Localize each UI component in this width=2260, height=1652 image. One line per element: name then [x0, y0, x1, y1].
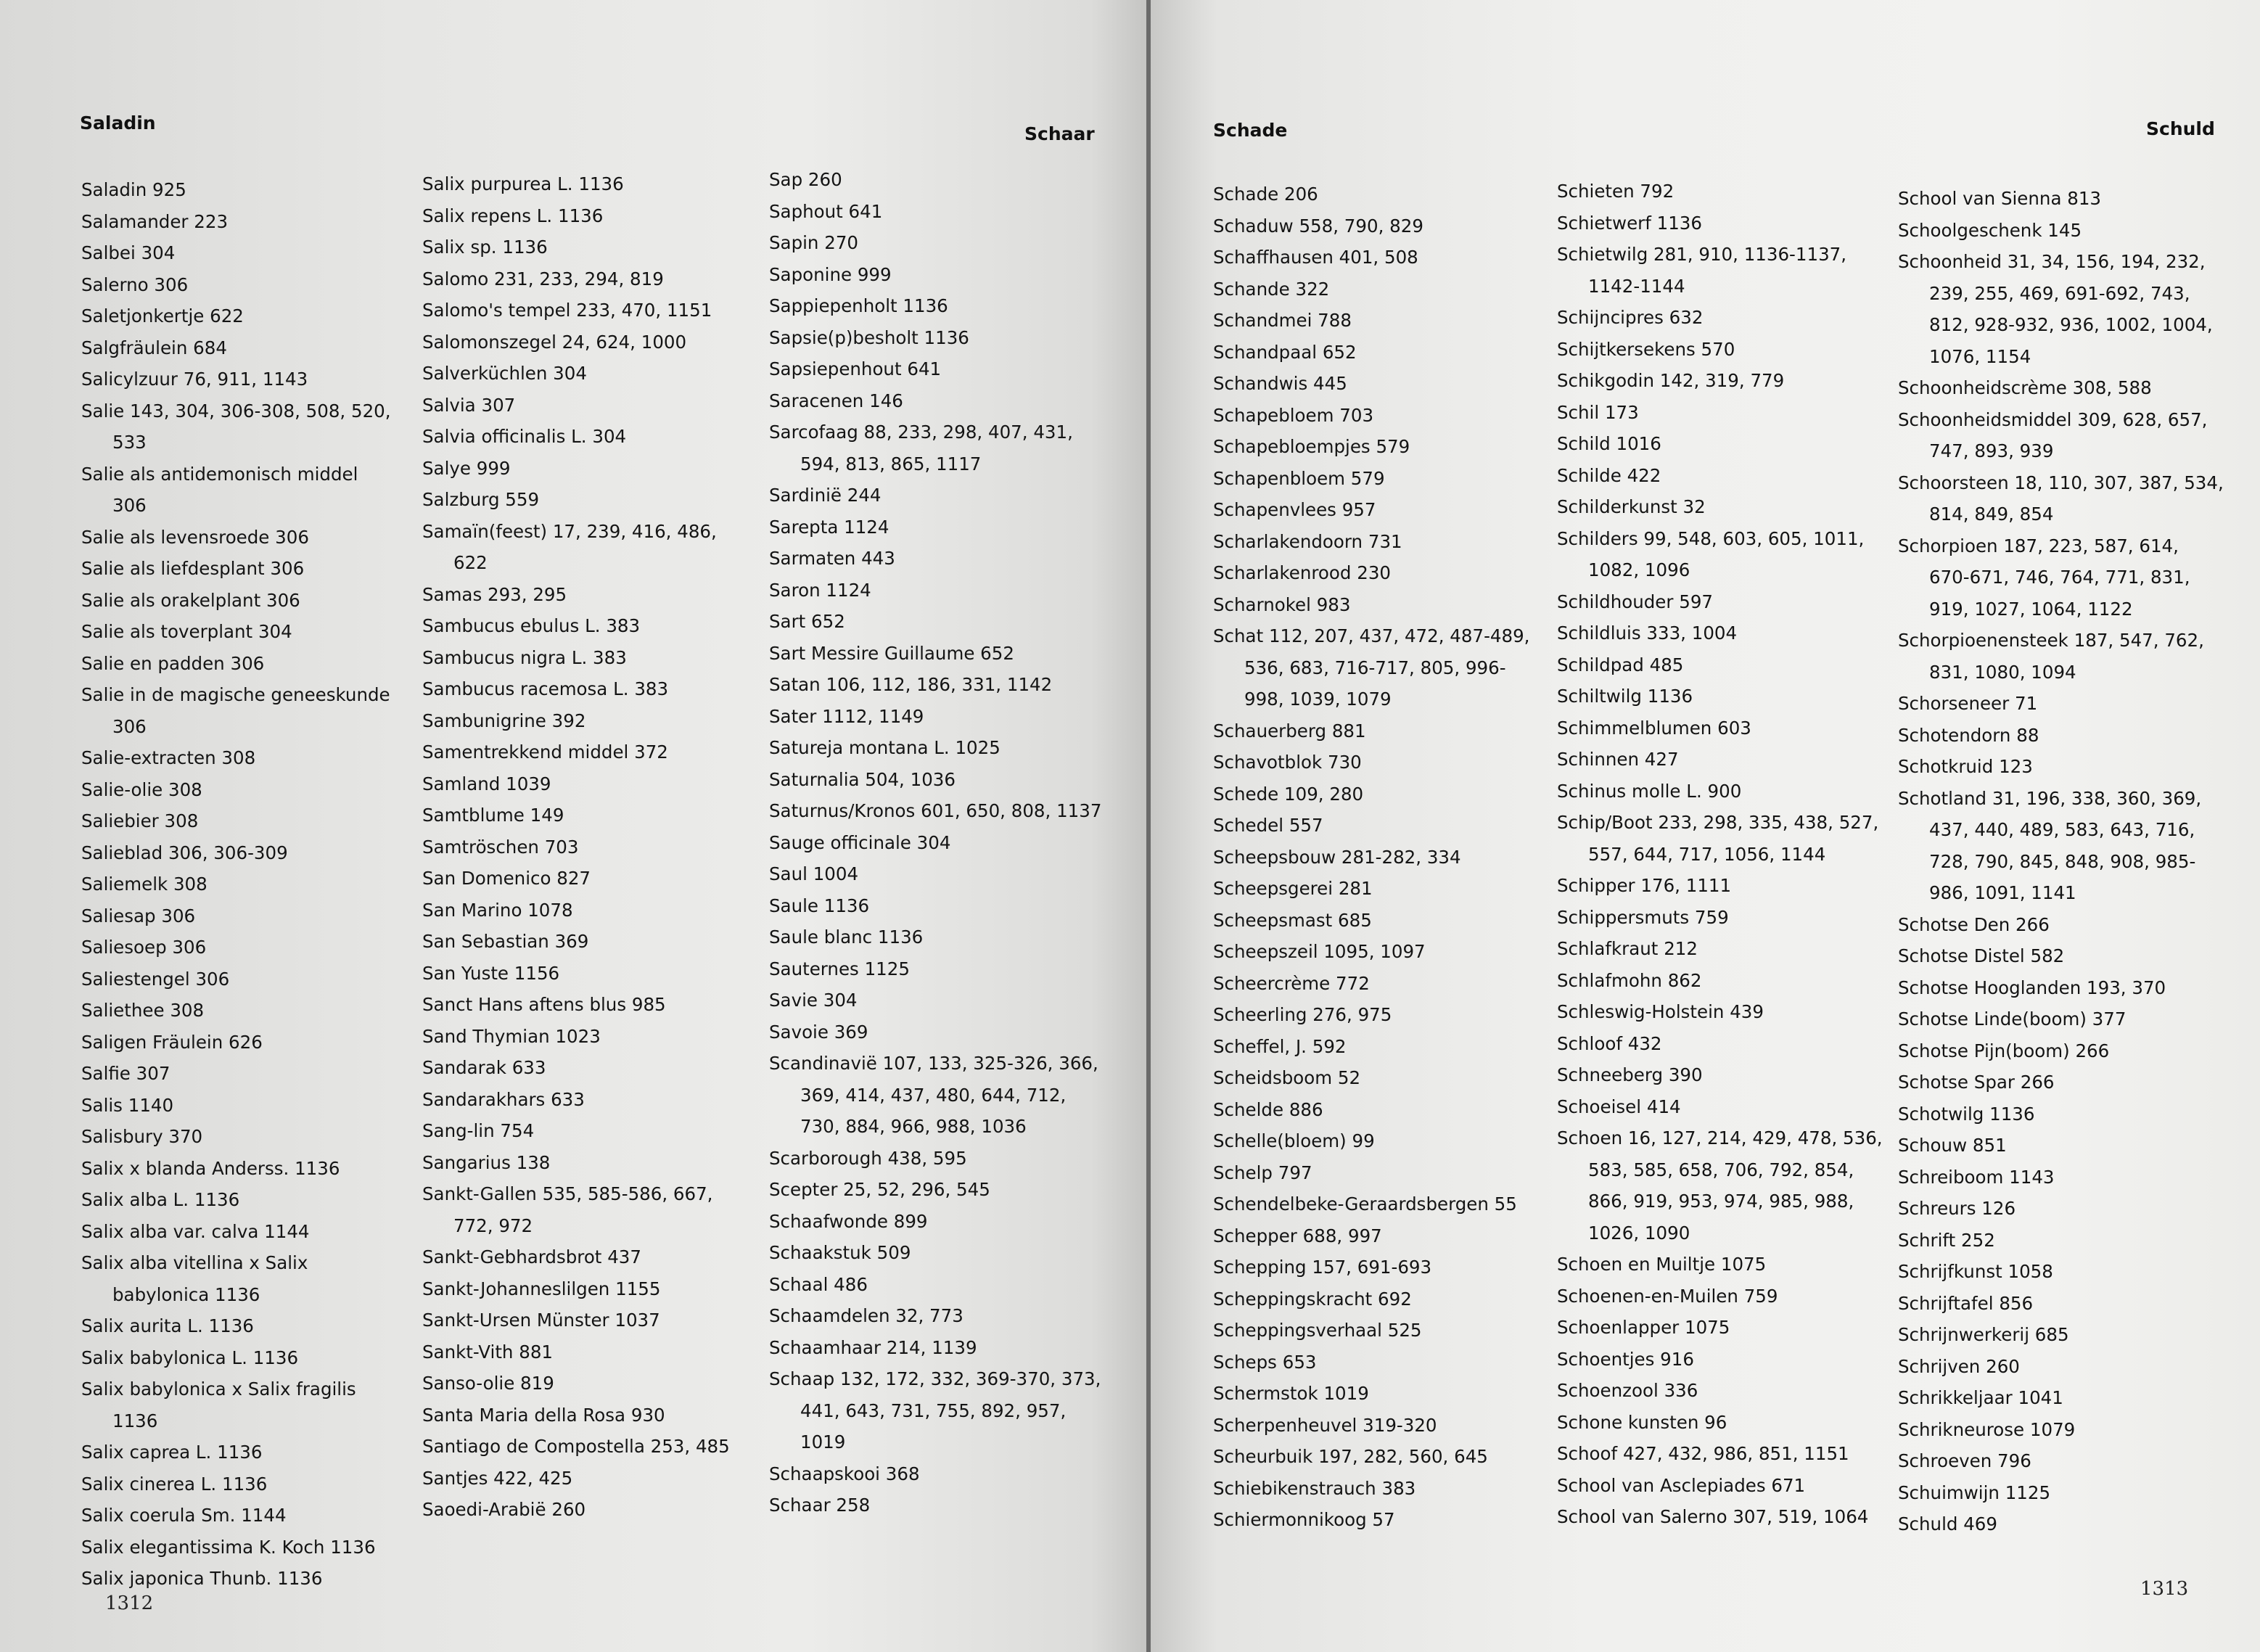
index-entry: Saponine 999 — [769, 263, 892, 285]
index-entry: Satureja montana L. 1025 — [769, 737, 1000, 758]
index-entry: Salix alba vitellina x Salix babylonica 1136 — [81, 1252, 308, 1305]
index-entry: Schikgodin 142, 319, 779 — [1557, 370, 1785, 391]
index-entry: Schoonheidscrème 308, 588 — [1898, 377, 2152, 398]
index-entry: Saron 1124 — [769, 579, 871, 601]
index-entry: Schaakstuk 509 — [769, 1242, 911, 1263]
index-entry: Sater 1112, 1149 — [769, 705, 924, 727]
index-entry: Schroeven 796 — [1898, 1450, 2031, 1471]
index-entry: Schotwilg 1136 — [1898, 1103, 2035, 1125]
index-entry: Samentrekkend middel 372 — [422, 741, 668, 763]
index-entry: Sart 652 — [769, 611, 845, 632]
index-column — [1898, 183, 2224, 1540]
index-entry: Schauerberg 881 — [1213, 720, 1366, 741]
index-entry: Schlafmohn 862 — [1557, 969, 1702, 991]
running-head-left: Schade — [1213, 120, 1288, 141]
index-entry: Schrijfkunst 1058 — [1898, 1261, 2053, 1282]
index-entry: Schotland 31, 196, 338, 360, 369, 437, 440, 489, 583, 643, 716, 728, 790, 845, 848, 908, 985-986, 1091, 1141 — [1898, 787, 2202, 903]
index-column — [81, 174, 393, 1595]
index-entry: Sangarius 138 — [422, 1151, 551, 1173]
index-entry: Schippersmuts 759 — [1557, 906, 1729, 928]
index-entry: Schaapskooi 368 — [769, 1463, 920, 1484]
index-entry: Schoorsteen 18, 110, 307, 387, 534, 814, 849, 854 — [1898, 472, 2224, 525]
index-entry: Schrijnwerkerij 685 — [1898, 1324, 2069, 1345]
index-entry: Schilde 422 — [1557, 464, 1661, 486]
index-entry: Schepper 688, 997 — [1213, 1225, 1382, 1246]
index-entry: Schandmei 788 — [1213, 310, 1352, 331]
index-entry: Schapebloempjes 579 — [1213, 436, 1410, 457]
index-entry: Salix caprea L. 1136 — [81, 1442, 263, 1463]
index-entry: Sankt-Gebhardsbrot 437 — [422, 1246, 641, 1267]
index-entry: Schuld 469 — [1898, 1513, 1997, 1534]
index-entry: Schoenzool 336 — [1557, 1380, 1698, 1401]
index-entry: Sapsiepenhout 641 — [769, 358, 942, 379]
index-entry: San Sebastian 369 — [422, 931, 589, 952]
index-entry: Schoenen-en-Muilen 759 — [1557, 1285, 1778, 1307]
index-entry: Schoolgeschenk 145 — [1898, 219, 2082, 241]
index-entry: Sambucus nigra L. 383 — [422, 646, 627, 668]
index-entry: Salverküchlen 304 — [422, 363, 587, 384]
index-entry: Saliemelk 308 — [81, 874, 207, 895]
index-entry: Saule blanc 1136 — [769, 926, 924, 948]
index-entry: Schede 109, 280 — [1213, 783, 1364, 805]
running-head-right: Schuld — [2146, 118, 2215, 139]
index-entry: Schedel 557 — [1213, 815, 1323, 836]
index-entry: Sauge officinale 304 — [769, 831, 951, 853]
index-entry: Salix alba L. 1136 — [81, 1189, 240, 1210]
index-entry: Schieten 792 — [1557, 181, 1675, 202]
index-entry: Sambucus ebulus L. 383 — [422, 615, 641, 636]
index-entry: Schaamhaar 214, 1139 — [769, 1336, 977, 1358]
index-entry: Saule 1136 — [769, 895, 870, 916]
index-entry: Salix repens L. 1136 — [422, 205, 604, 226]
index-entry: Schijtkersekens 570 — [1557, 338, 1735, 360]
index-entry: School van Asclepiades 671 — [1557, 1474, 1806, 1496]
index-entry: Saturnus/Kronos 601, 650, 808, 1137 — [769, 800, 1102, 821]
index-entry: Schapebloem 703 — [1213, 404, 1374, 426]
index-column — [769, 164, 1103, 1521]
index-entry: Schelde 886 — [1213, 1098, 1323, 1120]
index-entry: Scharlakendoorn 731 — [1213, 530, 1402, 552]
index-entry: Schrikkeljaar 1041 — [1898, 1387, 2063, 1408]
index-entry: Schotendorn 88 — [1898, 724, 2039, 746]
index-entry: Scheepsgerei 281 — [1213, 878, 1373, 899]
index-entry: Saliethee 308 — [81, 1000, 205, 1021]
index-entry: Schotse Pijn(boom) 266 — [1898, 1040, 2110, 1061]
index-entry: Schade 206 — [1213, 184, 1318, 205]
index-entry: Sankt-Johanneslilgen 1155 — [422, 1278, 661, 1299]
index-entry: Schotse Hooglanden 193, 370 — [1898, 977, 2166, 998]
index-entry: Schone kunsten 96 — [1557, 1411, 1727, 1433]
index-entry: Schoonheid 31, 34, 156, 194, 232, 239, 255, 469, 691-692, 743, 812, 928-932, 936, 1002, 1004, 1076, 1154 — [1898, 251, 2213, 367]
index-entry: Scheffel, J. 592 — [1213, 1035, 1347, 1057]
index-entry: Schip/Boot 233, 298, 335, 438, 527, 557, 644, 717, 1056, 1144 — [1557, 812, 1879, 865]
index-column — [422, 168, 749, 1526]
index-entry: Schorseneer 71 — [1898, 693, 2038, 714]
index-entry: Salieblad 306, 306-309 — [81, 842, 288, 863]
index-entry: Sardinië 244 — [769, 485, 882, 506]
page-number-right: 1313 — [2140, 1578, 2189, 1600]
index-entry: Sang-lin 754 — [422, 1120, 535, 1141]
index-entry: Sart Messire Guillaume 652 — [769, 642, 1014, 664]
index-entry: Schildhouder 597 — [1557, 591, 1714, 612]
index-entry: Schimmelblumen 603 — [1557, 717, 1751, 739]
index-entry: Saligen Fräulein 626 — [81, 1031, 263, 1053]
index-entry: Schaffhausen 401, 508 — [1213, 247, 1418, 268]
index-entry: Schendelbeke-Geraardsbergen 55 — [1213, 1193, 1517, 1215]
running-head-left: Saladin — [80, 112, 156, 133]
index-entry: Schaafwonde 899 — [769, 1210, 928, 1232]
index-entry: Schaar 258 — [769, 1495, 871, 1516]
index-entry: Sarmaten 443 — [769, 548, 895, 569]
index-entry: Sappiepenholt 1136 — [769, 295, 948, 316]
index-entry: Sambucus racemosa L. 383 — [422, 678, 669, 699]
index-entry: Schapenbloem 579 — [1213, 467, 1385, 489]
index-entry: Schlafkraut 212 — [1557, 938, 1698, 959]
index-entry: Schil 173 — [1557, 401, 1639, 423]
index-entry: Scheps 653 — [1213, 1351, 1317, 1373]
index-entry: Scheepszeil 1095, 1097 — [1213, 941, 1426, 962]
index-entry: Salix babylonica L. 1136 — [81, 1347, 299, 1368]
index-entry: Savie 304 — [769, 990, 858, 1011]
index-entry: Schinnen 427 — [1557, 749, 1679, 770]
index-entry: Schilders 99, 548, 603, 605, 1011, 1082, 1096 — [1557, 527, 1865, 580]
index-entry: Schaduw 558, 790, 829 — [1213, 215, 1423, 237]
index-entry: Salie als orakelplant 306 — [81, 589, 300, 611]
index-entry: Santjes 422, 425 — [422, 1467, 573, 1489]
index-entry: Schotse Spar 266 — [1898, 1072, 2055, 1093]
index-entry: Salix aurita L. 1136 — [81, 1315, 254, 1336]
index-entry: Salvia 307 — [422, 394, 516, 416]
index-entry: Samaïn(feest) 17, 239, 416, 486, 622 — [422, 520, 717, 573]
index-entry: Saul 1004 — [769, 863, 859, 884]
index-entry: Salie-extracten 308 — [81, 747, 256, 768]
index-entry: Schavotblok 730 — [1213, 752, 1362, 773]
index-entry: Sanso-olie 819 — [422, 1373, 554, 1394]
index-entry: Salicylzuur 76, 911, 1143 — [81, 369, 308, 390]
index-entry: Schietwilg 281, 910, 1136-1137, 1142-1144 — [1557, 244, 1847, 297]
index-entry: Schild 1016 — [1557, 433, 1661, 454]
index-entry: Satan 106, 112, 186, 331, 1142 — [769, 674, 1053, 695]
index-entry: Schaap 132, 172, 332, 369-370, 373, 441, 643, 731, 755, 892, 957, 1019 — [769, 1368, 1101, 1452]
index-column — [1213, 178, 1532, 1536]
index-entry: Scheppingsverhaal 525 — [1213, 1320, 1422, 1341]
index-entry: Schiermonnikoog 57 — [1213, 1509, 1395, 1530]
index-entry: Schotse Den 266 — [1898, 913, 2050, 935]
index-entry: Salix purpurea L. 1136 — [422, 173, 624, 194]
index-entry: Schandpaal 652 — [1213, 341, 1357, 363]
index-entry: Salomo's tempel 233, 470, 1151 — [422, 300, 712, 321]
index-entry: Saliesap 306 — [81, 905, 196, 926]
index-entry: Salie 143, 304, 306-308, 508, 520, 533 — [81, 400, 391, 453]
index-entry: Salisbury 370 — [81, 1126, 203, 1147]
index-entry: School van Sienna 813 — [1898, 188, 2102, 209]
index-entry: Salix cinerea L. 1136 — [81, 1473, 268, 1495]
index-entry: Schiebikenstrauch 383 — [1213, 1477, 1416, 1499]
index-entry: San Marino 1078 — [422, 899, 573, 921]
index-entry: Schrijven 260 — [1898, 1355, 2020, 1377]
index-entry: Salis 1140 — [81, 1094, 174, 1116]
index-entry: Saturnalia 504, 1036 — [769, 768, 956, 790]
index-entry: Santa Maria della Rosa 930 — [422, 1404, 665, 1426]
index-entry: Schrijftafel 856 — [1898, 1292, 2034, 1314]
index-entry: Saliesoep 306 — [81, 937, 207, 958]
index-entry: Salomo 231, 233, 294, 819 — [422, 268, 664, 289]
index-entry: Salix elegantissima K. Koch 1136 — [81, 1536, 376, 1558]
index-entry: Scandinavië 107, 133, 325-326, 366, 369, 414, 437, 480, 644, 712, 730, 884, 966, 988, 1036 — [769, 1053, 1098, 1137]
index-entry: Samtblume 149 — [422, 805, 564, 826]
index-entry: Schijncipres 632 — [1557, 307, 1704, 328]
index-entry: Saracenen 146 — [769, 390, 903, 411]
index-entry: Schinus molle L. 900 — [1557, 780, 1742, 802]
index-entry: Salie en padden 306 — [81, 652, 265, 674]
index-entry: Scheerling 276, 975 — [1213, 1004, 1392, 1025]
index-entry: Schermstok 1019 — [1213, 1383, 1369, 1404]
index-entry: Schoen en Muiltje 1075 — [1557, 1254, 1767, 1275]
index-entry: Samland 1039 — [422, 773, 551, 794]
index-entry: Salie als liefdesplant 306 — [81, 558, 305, 579]
index-entry: Samtröschen 703 — [422, 836, 579, 858]
index-entry: Saletjonkertje 622 — [81, 305, 244, 326]
index-entry: Scheepsbouw 281-282, 334 — [1213, 846, 1461, 868]
index-entry: Sankt-Ursen Münster 1037 — [422, 1310, 660, 1331]
index-entry: Schilderkunst 32 — [1557, 496, 1706, 517]
index-entry: Salix alba var. calva 1144 — [81, 1220, 310, 1242]
index-entry: Schreurs 126 — [1898, 1198, 2016, 1219]
index-entry: Saladin 925 — [81, 179, 186, 200]
index-entry: Scheppingskracht 692 — [1213, 1288, 1412, 1310]
index-entry: Schaamdelen 32, 773 — [769, 1305, 963, 1326]
index-entry: Schildpad 485 — [1557, 654, 1684, 675]
index-entry: Salie in de magische geneeskunde 306 — [81, 684, 390, 737]
index-entry: Saphout 641 — [769, 200, 883, 222]
index-entry: Santiago de Compostella 253, 485 — [422, 1436, 730, 1457]
index-entry: Scheidsboom 52 — [1213, 1067, 1361, 1088]
index-entry: Salix japonica Thunb. 1136 — [81, 1568, 323, 1589]
index-entry: Schelp 797 — [1213, 1162, 1312, 1183]
index-entry: Samas 293, 295 — [422, 583, 567, 605]
right-page — [1151, 0, 2260, 1652]
index-entry: Scherpenheuvel 319-320 — [1213, 1414, 1437, 1436]
index-entry: Saoedi-Arabië 260 — [422, 1499, 586, 1520]
index-entry: Schaal 486 — [769, 1273, 868, 1295]
index-entry: Scheurbuik 197, 282, 560, 645 — [1213, 1446, 1488, 1467]
index-entry: Schoenlapper 1075 — [1557, 1317, 1730, 1338]
index-entry: Sandarakhars 633 — [422, 1088, 585, 1110]
page-number-left: 1312 — [105, 1593, 154, 1614]
index-column — [1557, 176, 1883, 1533]
index-entry: Salie-olie 308 — [81, 778, 202, 800]
index-entry: Sap 260 — [769, 169, 842, 190]
index-entry: San Domenico 827 — [422, 868, 591, 889]
index-entry: Sand Thymian 1023 — [422, 1025, 601, 1047]
index-entry: Scharnokel 983 — [1213, 593, 1351, 615]
index-entry: Schrift 252 — [1898, 1229, 1995, 1251]
index-entry: Salgfräulein 684 — [81, 337, 227, 358]
index-entry: Salerno 306 — [81, 274, 189, 295]
index-entry: San Yuste 1156 — [422, 962, 560, 984]
index-entry: Savoie 369 — [769, 1021, 868, 1043]
index-entry: Sanct Hans aftens blus 985 — [422, 994, 666, 1015]
index-entry: Saliebier 308 — [81, 810, 199, 831]
index-entry: Scheepsmast 685 — [1213, 909, 1372, 931]
index-entry: Salix sp. 1136 — [422, 237, 548, 258]
index-entry: Schrikneurose 1079 — [1898, 1418, 2076, 1440]
index-entry: Sarepta 1124 — [769, 516, 889, 538]
index-entry: Schoentjes 916 — [1557, 1348, 1694, 1370]
index-entry: School van Salerno 307, 519, 1064 — [1557, 1506, 1869, 1527]
index-entry: Sandarak 633 — [422, 1057, 546, 1078]
index-entry: Sapsie(p)besholt 1136 — [769, 326, 969, 348]
index-entry: Schandwis 445 — [1213, 373, 1347, 394]
index-entry: Schloof 432 — [1557, 1032, 1662, 1054]
index-entry: Salomonszegel 24, 624, 1000 — [422, 331, 687, 353]
index-entry: Salzburg 559 — [422, 489, 540, 510]
index-entry: Salamander 223 — [81, 210, 229, 232]
index-entry: Schuimwijn 1125 — [1898, 1482, 2051, 1503]
index-entry: Sambunigrine 392 — [422, 710, 586, 731]
index-entry: Schotse Distel 582 — [1898, 945, 2065, 966]
index-entry: Salie als toverplant 304 — [81, 621, 292, 642]
index-entry: Sauternes 1125 — [769, 958, 910, 979]
running-head-right: Schaar — [1024, 123, 1095, 144]
index-entry: Sarcofaag 88, 233, 298, 407, 431, 594, 813, 865, 1117 — [769, 422, 1073, 474]
index-entry: Sankt-Gallen 535, 585-586, 667, 772, 972 — [422, 1183, 713, 1236]
index-entry: Salie als antidemonisch middel 306 — [81, 463, 358, 516]
index-entry: Schiltwilg 1136 — [1557, 686, 1693, 707]
index-entry: Schietwerf 1136 — [1557, 212, 1702, 234]
index-entry: Schotse Linde(boom) 377 — [1898, 1008, 2127, 1030]
index-entry: Schorpioen 187, 223, 587, 614, 670-671, 746, 764, 771, 831, 919, 1027, 1064, 1122 — [1898, 535, 2190, 620]
index-entry: Schat 112, 207, 437, 472, 487-489, 536, 683, 716-717, 805, 996-998, 1039, 1079 — [1213, 625, 1530, 710]
index-entry: Schildluis 333, 1004 — [1557, 622, 1738, 644]
index-entry: Scheercrème 772 — [1213, 972, 1370, 994]
index-entry: Salvia officinalis L. 304 — [422, 426, 627, 447]
index-entry: Schoonheidsmiddel 309, 628, 657, 747, 893, 939 — [1898, 408, 2208, 461]
index-entry: Schoeisel 414 — [1557, 1096, 1681, 1117]
index-entry: Sankt-Vith 881 — [422, 1341, 554, 1363]
index-entry: Salie als levensroede 306 — [81, 526, 309, 548]
index-entry: Schorpioenensteek 187, 547, 762, 831, 1080, 1094 — [1898, 630, 2204, 683]
index-entry: Schapenvlees 957 — [1213, 499, 1376, 520]
index-entry: Scharlakenrood 230 — [1213, 562, 1391, 583]
index-entry: Schoen 16, 127, 214, 429, 478, 536, 583, 585, 658, 706, 792, 854, 866, 919, 953, 974, 985, 988, 1026, 1090 — [1557, 1127, 1883, 1244]
index-entry: Schipper 176, 1111 — [1557, 875, 1732, 896]
index-entry: Schande 322 — [1213, 278, 1330, 300]
index-entry: Salix coerula Sm. 1144 — [81, 1505, 287, 1526]
index-entry: Schepping 157, 691-693 — [1213, 1257, 1432, 1278]
index-entry: Schouw 851 — [1898, 1135, 2007, 1156]
index-entry: Salix x blanda Anderss. 1136 — [81, 1157, 340, 1179]
index-entry: Salye 999 — [422, 457, 511, 479]
index-entry: Schreiboom 1143 — [1898, 1166, 2055, 1188]
index-entry: Sapin 270 — [769, 232, 859, 253]
index-entry: Salfie 307 — [81, 1063, 170, 1084]
index-entry: Saliestengel 306 — [81, 968, 230, 990]
index-entry: Salix babylonica x Salix fragilis 1136 — [81, 1378, 356, 1431]
index-entry: Schneeberg 390 — [1557, 1064, 1703, 1085]
index-entry: Schotkruid 123 — [1898, 756, 2033, 777]
index-entry: Schoof 427, 432, 986, 851, 1151 — [1557, 1443, 1849, 1464]
index-entry: Salbei 304 — [81, 242, 176, 263]
index-entry: Scepter 25, 52, 296, 545 — [769, 1179, 990, 1200]
index-entry: Schelle(bloem) 99 — [1213, 1130, 1375, 1151]
index-entry: Schleswig-Holstein 439 — [1557, 1001, 1764, 1022]
index-entry: Scarborough 438, 595 — [769, 1147, 967, 1169]
